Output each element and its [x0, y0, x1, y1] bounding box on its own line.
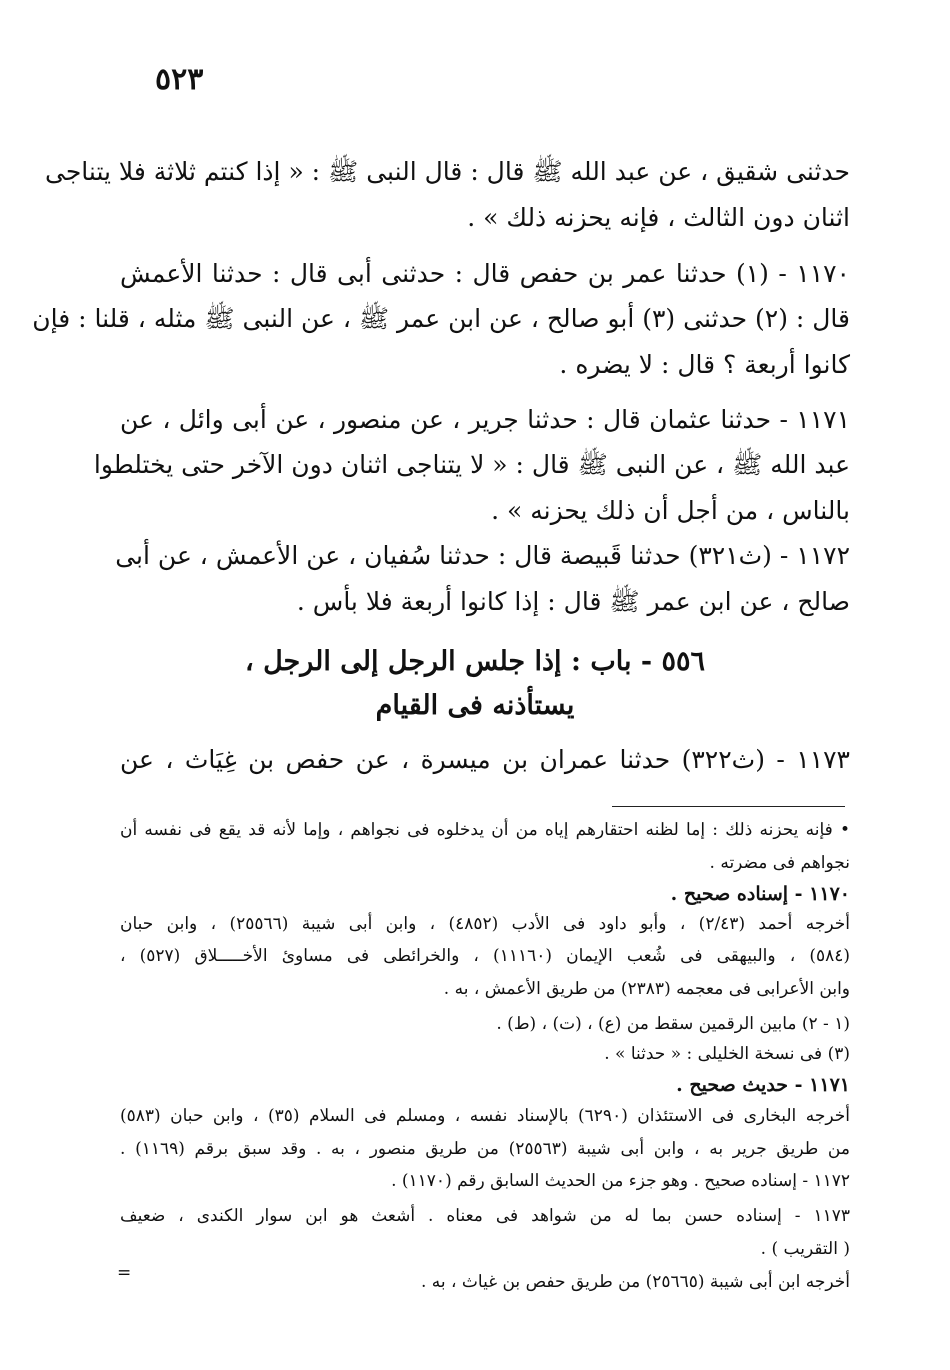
- footnote-heading: ١١٧١ - حديث صحيح .: [676, 1074, 850, 1096]
- body-line: ١١٧٠ - (١) حدثنا عمر بن حفص قال : حدثنى أبى قال : حدثنا الأعمش: [120, 259, 850, 288]
- footnote-line: ١١٧٣ - إسناده حسن بما له من شواهد فى معناه . أشعث هو ابن سوار الكندى ، ضعيف: [120, 1206, 850, 1226]
- body-line: صالح ، عن ابن عمر ﷺ قال : إذا كانوا أربعة فلا بأس .: [296, 587, 850, 616]
- body-line: كانوا أربعة ؟ قال : لا يضره .: [559, 350, 850, 379]
- footnote-line: (٣) فى نسخة الخليلى : « حدثنا » .: [604, 1044, 850, 1064]
- body-line: بالناس ، من أجل أن ذلك يحزنه » .: [491, 496, 850, 525]
- footnote-line: • فإنه يحزنه ذلك : إما لظنه احتقارهم إياه من أن يدخلوه فى نجواهم ، وإما لأنه قد يقع فى نفسه أن: [120, 820, 850, 840]
- body-line: اثنان دون الثالث ، فإنه يحزنه ذلك » .: [467, 203, 850, 232]
- chapter-heading-subtitle: يستأذنه فى القيام: [375, 690, 575, 721]
- chapter-heading: ٥٥٦ - باب : إذا جلس الرجل إلى الرجل ،: [245, 646, 705, 677]
- continuation-mark: =: [117, 1263, 132, 1283]
- body-line: حدثنى شقيق ، عن عبد الله ﷺ قال : قال النبى ﷺ : « إذا كنتم ثلاثة فلا يتناجى: [45, 157, 850, 186]
- footnote-line: ( التقريب ) .: [760, 1239, 850, 1259]
- footnote-line: (٥٨٤) ، والبيهقى فى شُعب الإيمان (١١١٦٠) ، والخرائطى فى مساوئ الأخـــــلاق (٥٢٧) ،: [120, 946, 850, 966]
- body-line: ١١٧١ - حدثنا عثمان قال : حدثنا جرير ، عن منصور ، عن أبى وائل ، عن: [120, 405, 850, 434]
- body-line: ١١٧٢ - (ث٣٢١) حدثنا قَبيصة قال : حدثنا سُفيان ، عن الأعمش ، عن أبى: [115, 541, 850, 570]
- footnote-line: ١١٧٢ - إسناده صحيح . وهو جزء من الحديث السابق رقم (١١٧٠) .: [391, 1171, 850, 1191]
- footnote-line: نجواهم فى مضرته .: [709, 853, 850, 873]
- footnote-line: (١ - ٢) مابين الرقمين سقط من (ع) ، (ت) ، (ط) .: [496, 1014, 850, 1034]
- footnote-line: من طريق جرير به ، وابن أبى شيبة (٢٥٥٦٣) من طريق منصور ، به . وقد سبق برقم (١١٦٩) .: [120, 1139, 850, 1159]
- footnote-line: أخرجه البخارى فى الاستئذان (٦٢٩٠) بالإسناد نفسه ، ومسلم فى السلام (٣٥) ، وابن حبان (٥٨٣): [120, 1106, 850, 1126]
- page-number: ٥٢٣: [155, 62, 204, 97]
- body-line: عبد الله ﷺ ، عن النبى ﷺ قال : « لا يتناجى اثنان دون الآخر حتى يختلطوا: [93, 450, 850, 479]
- footnote-line: أخرجه أحمد (٢/٤٣) ، وأبو داود فى الأدب (٤٨٥٢) ، وابن أبى شيبة (٢٥٥٦٦) ، وابن حبان: [120, 914, 850, 934]
- footnote-heading: ١١٧٠ - إسناده صحيح .: [670, 883, 850, 905]
- footnote-line: وابن الأعرابى فى معجمه (٢٣٨٣) من طريق الأعمش ، به .: [443, 979, 850, 999]
- body-line: قال : (٢) حدثنى (٣) أبو صالح ، عن ابن عمر ﷺ ، عن النبى ﷺ مثله ، قلنا : فإن: [32, 304, 850, 333]
- body-line: ١١٧٣ - (ث٣٢٢) حدثنا عمران بن ميسرة ، عن حفص بن غِيَاث ، عن: [120, 745, 850, 774]
- footnote-divider: [612, 806, 845, 807]
- footnote-line: أخرجه ابن أبى شيبة (٢٥٦٦٥) من طريق حفص بن غياث ، به .: [420, 1272, 850, 1292]
